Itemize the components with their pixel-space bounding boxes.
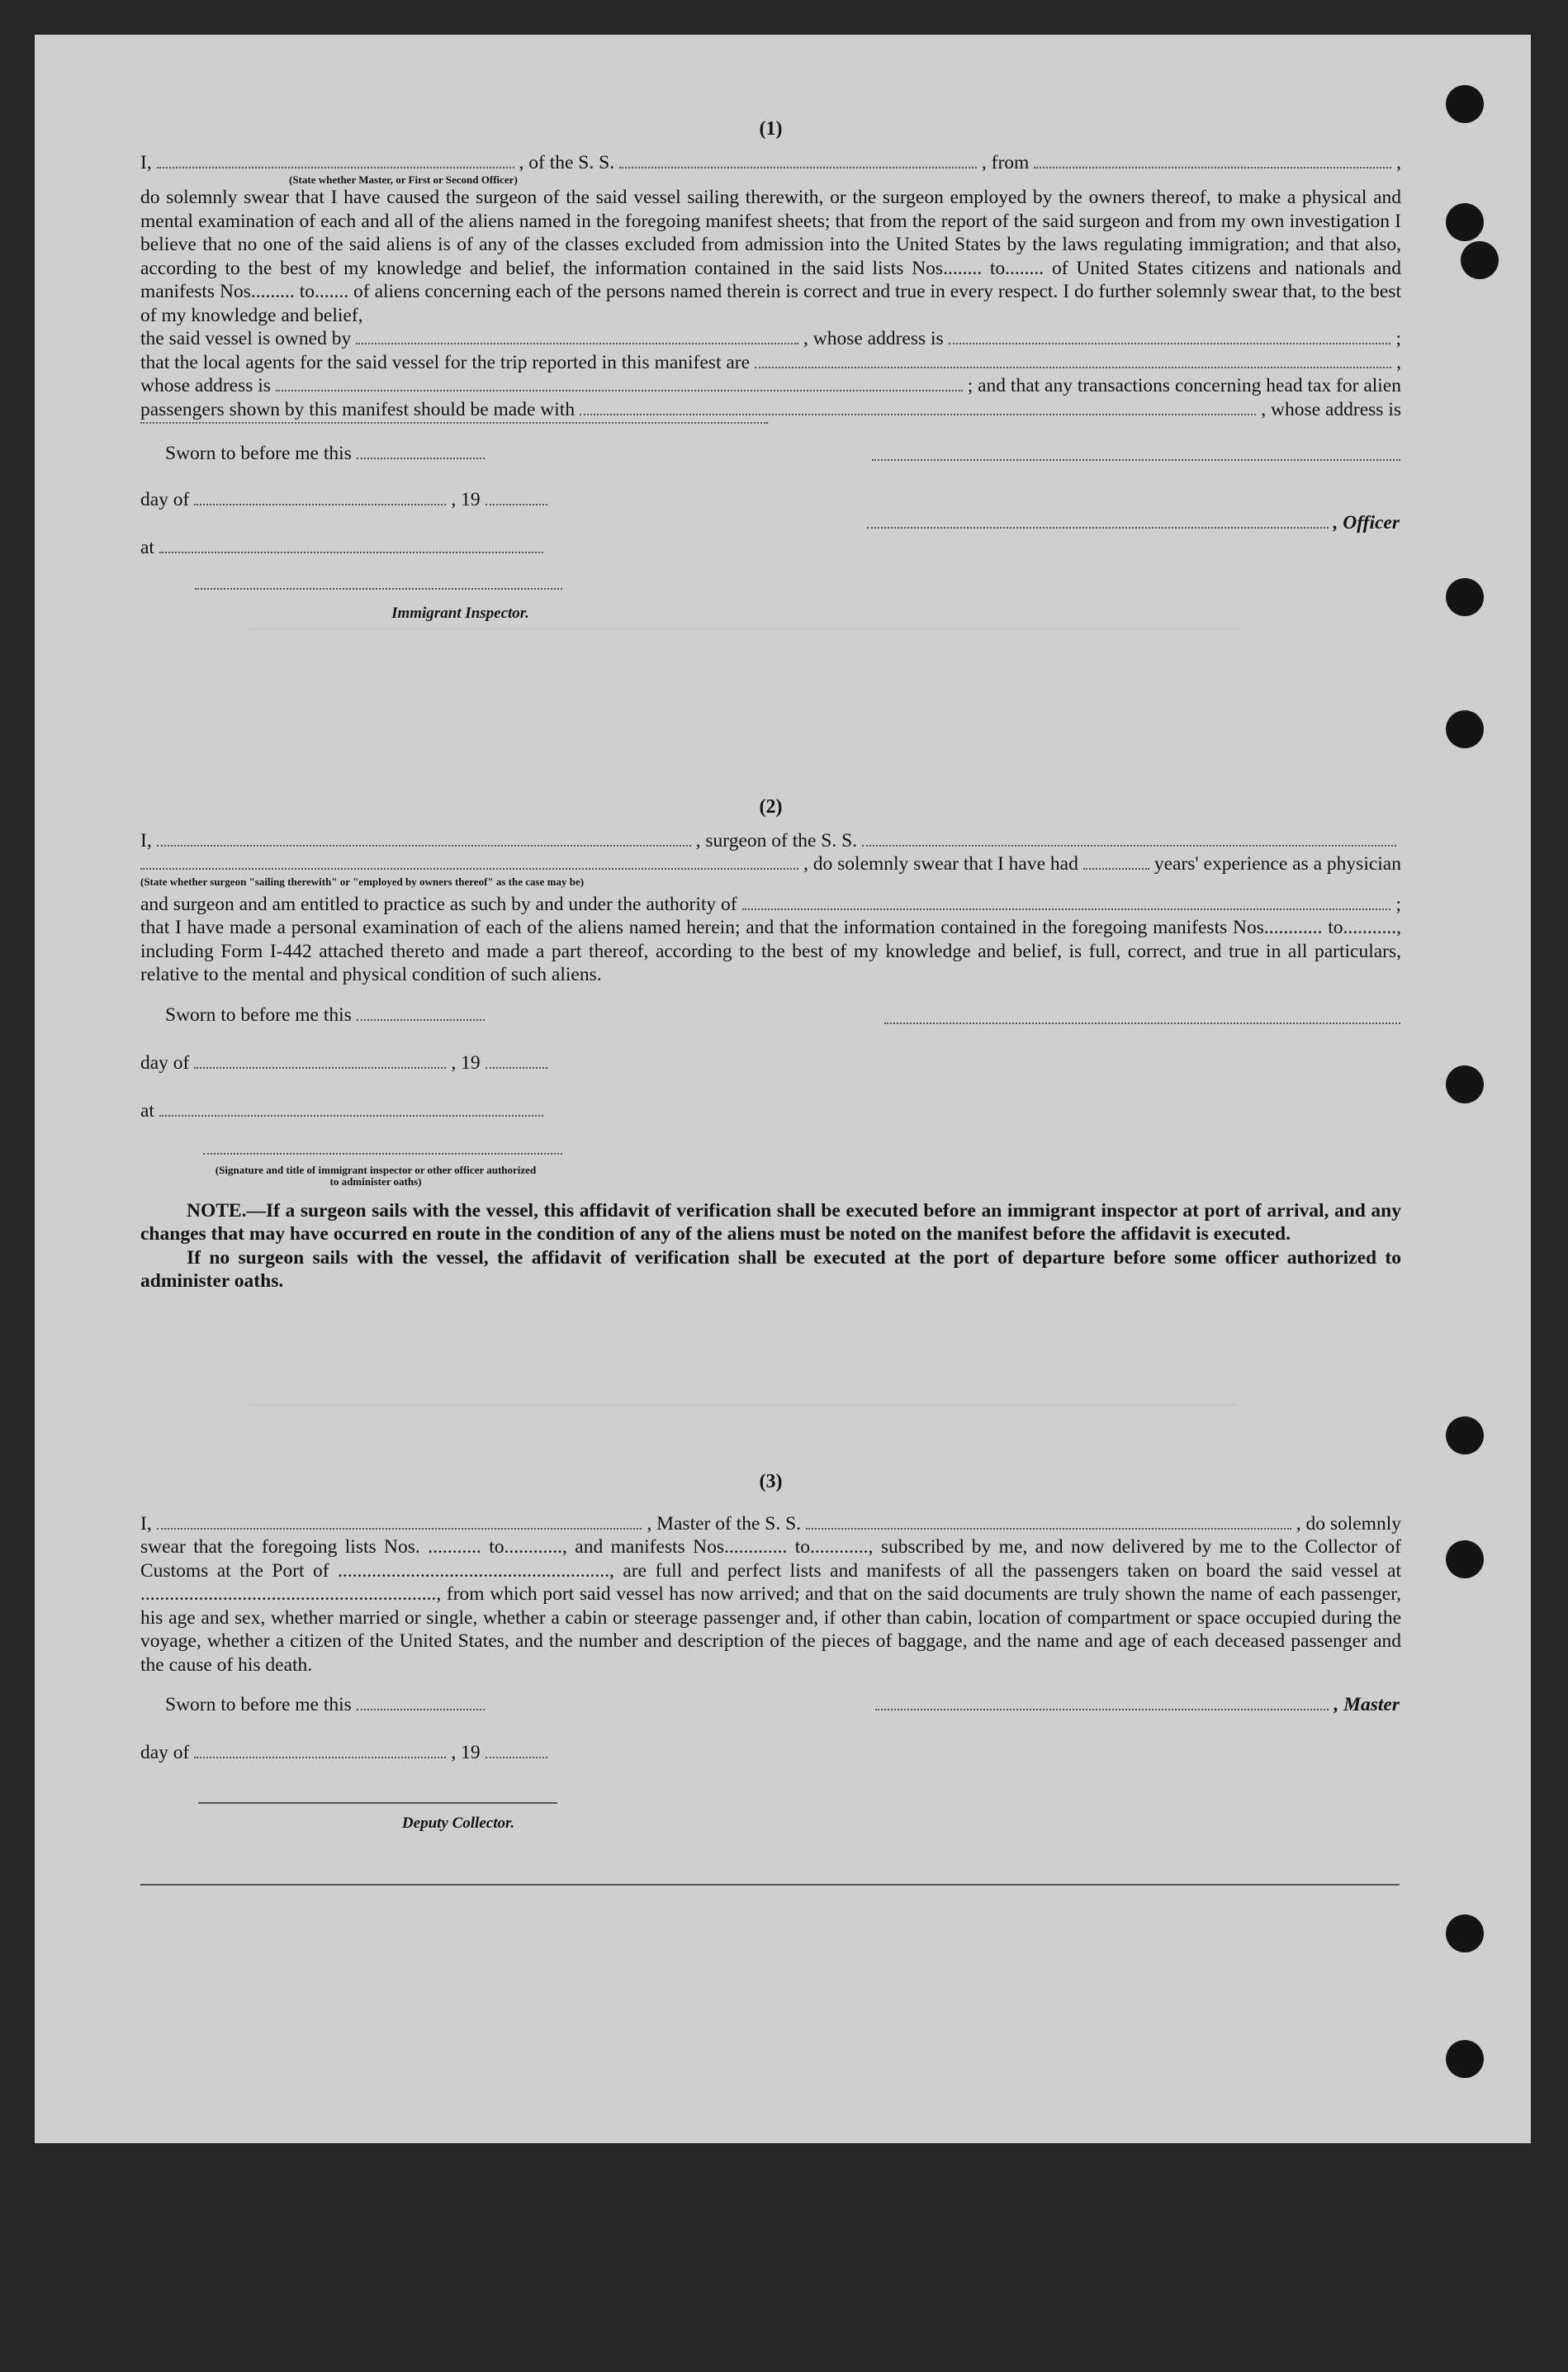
punch-hole xyxy=(1446,2040,1484,2078)
sworn-date-field[interactable] xyxy=(357,457,485,459)
affidavit-officer-section xyxy=(140,117,1401,626)
owner-line: the said vessel is owned by , whose address is ; xyxy=(140,328,1401,349)
surgeon-name-field[interactable] xyxy=(157,844,691,847)
master-vessel-field[interactable] xyxy=(806,1527,1291,1530)
bleed-through-mark xyxy=(248,628,1239,662)
sworn-place-field[interactable] xyxy=(159,1114,543,1117)
note-label: NOTE. xyxy=(187,1199,247,1222)
sworn-day-field[interactable] xyxy=(194,1066,446,1069)
master-oath-line: I, , Master of the S. S. , do solemnly xyxy=(140,1512,1401,1535)
punch-hole xyxy=(1446,578,1484,616)
authority-field[interactable] xyxy=(742,908,1391,910)
officer-title-field[interactable] xyxy=(867,526,1329,529)
inspector-signature-field[interactable] xyxy=(203,1152,562,1155)
authority-line: and surgeon and am entitled to practice as such by and under the authority of ; xyxy=(140,893,1401,915)
officer-oath-line: I, , of the S. S. , from , xyxy=(140,151,1402,173)
immigrant-inspector-label: Immigrant Inspector. xyxy=(391,605,529,622)
agents-address-line: whose address is ; and that any transactions concerning head tax for alien xyxy=(140,375,1401,396)
officer-jurat: Sworn to before me this day of , 19 , Officer at xyxy=(140,442,1401,607)
surgeon-experience-line: , do solemnly swear that I have had years' experience as a physician xyxy=(140,852,1401,876)
years-experience-field[interactable] xyxy=(1083,867,1149,870)
punch-hole xyxy=(1446,1416,1484,1454)
section-number: (3) xyxy=(759,1471,783,1492)
master-oath-paragraph: swear that the foregoing lists Nos. ........... to............, and manifests Nos............. to............, subscribed by me, and now delivered by me to the Collector of Customs at the Port of ........................................................, are full and perfect lists and manifests of all the passengers taken on board the said vessel at ............................................................., from which port said vessel has now arrived; and that on the said documents are truly shown the name of each passenger, his age and sex, whether married or single, whether a cabin or steerage passenger and, if other than cabin, location of compartment or space occupied during the voyage, whether a citizen of the United States, and the number and description of the pieces of baggage, and the name and age of each deceased passenger and the cause of his death. xyxy=(140,1536,1401,1676)
section-number: (1) xyxy=(759,118,783,140)
master-signature-field[interactable] xyxy=(875,1708,1329,1710)
affidavit-master-section xyxy=(140,1470,1401,1886)
officer-name-field[interactable] xyxy=(157,166,514,168)
sworn-day-field[interactable] xyxy=(194,1756,446,1758)
sworn-day-field[interactable] xyxy=(194,503,446,505)
surgeon-jurat: Sworn to before me this day of , 19 at xyxy=(140,1003,1401,1173)
master-jurat: Sworn to before me this , Master day of , 19 xyxy=(140,1693,1401,1817)
head-tax-party-field[interactable] xyxy=(580,413,1256,415)
master-name-field[interactable] xyxy=(157,1527,642,1530)
section-number: (2) xyxy=(759,796,783,818)
note-text: —If a surgeon sails with the vessel, this affidavit of verification shall be executed before an immigrant inspector at port of arrival, and any changes that may have occurred en route in the condition of any of the aliens must be noted on the manifest before the affidavit is executed. xyxy=(140,1199,1401,1245)
surgeon-status-field[interactable] xyxy=(140,867,798,870)
punch-hole xyxy=(1446,1540,1484,1578)
officer-rank-note: (State whether Master, or First or Second Officer) xyxy=(289,173,518,186)
agents-address-field[interactable] xyxy=(276,389,963,391)
surgeon-vessel-field[interactable] xyxy=(862,844,1396,847)
signature-title-note: (Signature and title of immigrant inspector or other officer authorized to administer oaths) xyxy=(215,1163,537,1188)
deputy-collector-label: Deputy Collector. xyxy=(401,1815,515,1832)
bottom-rule xyxy=(140,1884,1400,1886)
no-surgeon-note: If no surgeon sails with the vessel, the affidavit of verification shall be executed at the port of departure before some officer authorized to administer oaths. xyxy=(140,1246,1401,1292)
sworn-year-field[interactable] xyxy=(486,503,547,505)
officer-signature-field[interactable] xyxy=(872,458,1400,461)
sworn-year-field[interactable] xyxy=(486,1066,547,1069)
punch-hole xyxy=(1446,203,1484,241)
punch-hole xyxy=(1446,1065,1484,1103)
sworn-date-field[interactable] xyxy=(357,1708,485,1710)
owner-field[interactable] xyxy=(356,342,798,344)
agents-line: that the local agents for the said vessel for the trip reported in this manifest are , xyxy=(140,351,1401,373)
deputy-collector-signature-field[interactable] xyxy=(198,1802,557,1804)
head-tax-address-field[interactable] xyxy=(140,421,768,424)
head-tax-address-line xyxy=(140,421,1401,424)
officer-oath-paragraph: do solemnly swear that I have caused the surgeon of the said vessel sailing therewith, or the surgeon employed by the owners thereof, to make a physical and mental examination of each and all of the aliens named in the foregoing manifest sheets; that from the report of the said surgeon and from my own investigation I believe that no one of the said aliens is of any of the classes excluded from admission into the United States by the laws regulating immigration; and that also, according to the best of my knowledge and belief, the information contained in the said lists Nos........ to........ of United States citizens and nationals and manifests Nos......... to....... of aliens concerning each of the persons named therein is correct and true in every respect. I do further solemnly swear that, to the best of my knowledge and belief, xyxy=(140,187,1401,326)
punch-hole xyxy=(1446,1914,1484,1952)
surgeon-status-note: (State whether surgeon "sailing therewith" or "employed by owners thereof" as the case may be) xyxy=(140,875,585,888)
departure-port-field[interactable] xyxy=(1034,166,1391,168)
affidavit-surgeon-section xyxy=(140,795,1401,1293)
surgeon-signature-field[interactable] xyxy=(884,1022,1400,1024)
inspector-signature-field[interactable] xyxy=(195,587,562,590)
punch-hole xyxy=(1446,85,1484,123)
local-agents-field[interactable] xyxy=(755,366,1391,368)
sworn-date-field[interactable] xyxy=(357,1018,485,1021)
vessel-name-field[interactable] xyxy=(619,166,977,168)
owner-address-field[interactable] xyxy=(949,342,1391,344)
punch-hole xyxy=(1446,710,1484,748)
sworn-place-field[interactable] xyxy=(159,551,543,553)
head-tax-line: passengers shown by this manifest should be made with , whose address is xyxy=(140,398,1401,420)
surgeon-note-paragraph xyxy=(140,1199,1401,1246)
bleed-through-mark xyxy=(248,1404,1239,1439)
surgeon-oath-paragraph: that I have made a personal examination of each of the aliens named herein; and that the information contained in the foregoing manifests Nos............ to..........., including Form I-442 attached thereto and made a part thereof, according to the best of my knowledge and belief, is full, correct, and true in all particulars, relative to the mental and physical condition of such aliens. xyxy=(140,917,1401,985)
punch-hole xyxy=(1461,241,1499,279)
surgeon-oath-line: I, , surgeon of the S. S. xyxy=(140,829,1401,853)
sworn-year-field[interactable] xyxy=(486,1756,547,1758)
